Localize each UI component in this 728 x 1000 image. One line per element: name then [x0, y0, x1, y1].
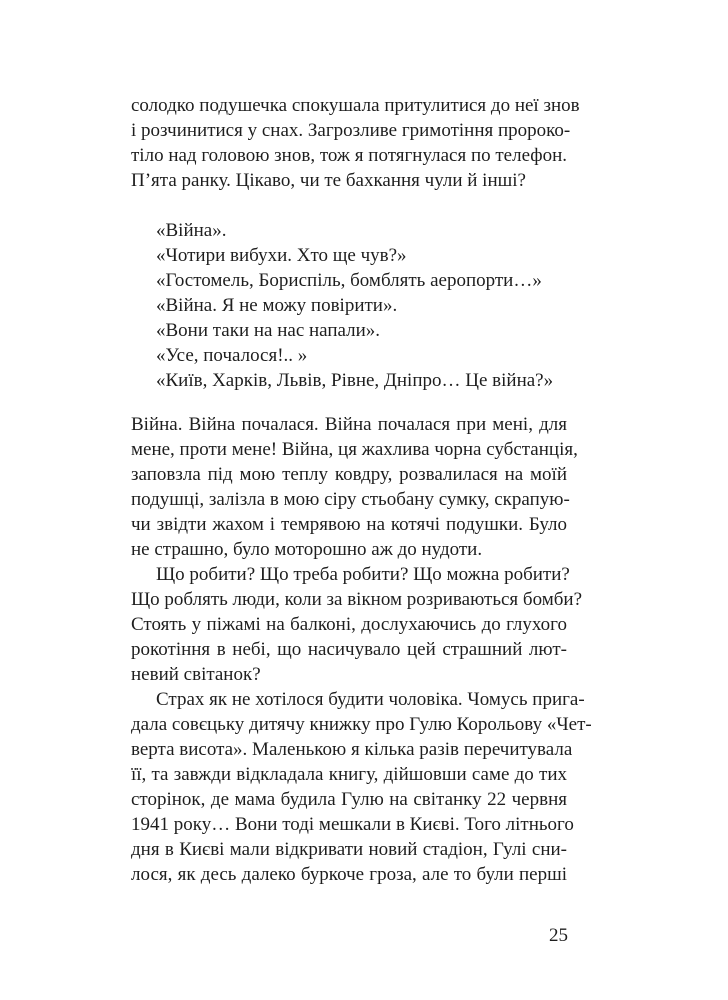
- text-line: тіло над головою знов, тож я потягнулася по телефон.: [131, 145, 567, 166]
- page-number: 25: [549, 925, 568, 946]
- text-line: Що робити? Що треба робити? Що можна робити?: [156, 564, 570, 585]
- text-line: не страшно, було моторошно аж до нудоти.: [131, 539, 483, 560]
- text-line: солодко подушечка спокушала притулитися до неї знов: [131, 95, 580, 116]
- text-line: Що роблять люди, коли за вікном розриваються бомби?: [131, 589, 583, 610]
- text-line: Війна. Війна почалася. Війна почалася при мені, для: [131, 414, 567, 435]
- text-line: Стоять у піжамі на балконі, дослухаючись до глухого: [131, 614, 567, 635]
- text-line: дня в Києві мали відкривати новий стадіон, Гулі сни-: [131, 839, 567, 860]
- text-line: невий світанок?: [131, 664, 261, 685]
- text-line: дала совєцьку дитячу книжку про Гулю Корольову «Чет-: [131, 714, 592, 735]
- text-line: лося, як десь далеко буркоче гроза, але то були перші: [131, 864, 567, 885]
- quote-line: «Вони таки на нас напали».: [156, 320, 381, 341]
- text-line: сторінок, де мама будила Гулю на світанку 22 червня: [131, 789, 567, 810]
- text-line: і розчинитися у снах. Загрозливе гримотіння пророко-: [131, 120, 571, 141]
- quote-line: «Війна. Я не можу повірити».: [156, 295, 398, 316]
- text-line: 1941 року… Вони тоді мешкали в Києві. Того літнього: [131, 814, 574, 835]
- text-line: Страх як не хотілося будити чоловіка. Чомусь прига-: [156, 689, 585, 710]
- quote-line: «Гостомель, Бориспіль, бомблять аеропорти…»: [156, 270, 542, 291]
- text-line: П’ята ранку. Цікаво, чи те бахкання чули й інші?: [131, 170, 526, 191]
- text-line: подушці, залізла в мою сіру стьобану сумку, скрапую-: [131, 489, 570, 510]
- quote-line: «Київ, Харків, Львів, Рівне, Дніпро… Це війна?»: [156, 370, 554, 391]
- quote-line: «Війна».: [156, 220, 227, 241]
- text-line: чи звідти жахом і темрявою на котячі подушки. Було: [131, 514, 567, 535]
- text-line: рокотіння в небі, що насичувало цей страшний лют-: [131, 639, 567, 660]
- text-line: її, та завжди відкладала книгу, дійшовши саме до тих: [131, 764, 567, 785]
- text-line: верта висота». Маленькою я кілька разів перечитувала: [131, 739, 573, 760]
- quote-line: «Чотири вибухи. Хто ще чув?»: [156, 245, 407, 266]
- text-line: мене, проти мене! Війна, ця жахлива чорна субстанція,: [131, 439, 578, 460]
- quote-line: «Усе, почалося!.. »: [156, 345, 308, 366]
- text-line: заповзла під мою теплу ковдру, розвалилася на моїй: [131, 464, 567, 485]
